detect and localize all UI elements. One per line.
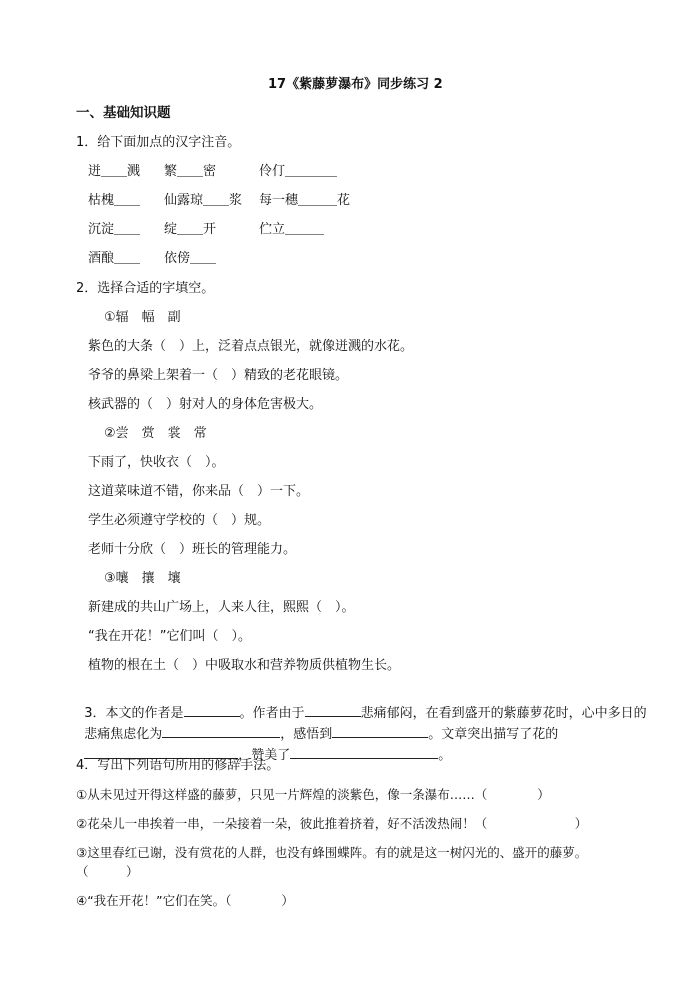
rhetoric-sentence: ②花朵儿一串挨着一串，一朵接着一朵，彼此推着挤着，好不活泼热闹！（ ） — [76, 816, 588, 831]
pinyin-item: 迸＿＿溅 — [88, 164, 141, 179]
fill-sentence: “我在开花！”它们叫（ ）。 — [88, 629, 251, 644]
pinyin-item: 绽＿＿开 — [164, 222, 217, 237]
pinyin-item: 伫立＿＿＿ — [259, 222, 325, 237]
pinyin-item: 繁＿＿密 — [164, 164, 217, 179]
page-title: 17《紫藤萝瀑布》同步练习 2 — [268, 77, 443, 92]
char-group-2: ②尝 赏 裳 常 — [104, 426, 207, 441]
fill-sentence: 爷爷的鼻梁上架着一（ ）精致的老花眼镜。 — [88, 368, 349, 383]
fill-sentence: 下雨了，快收衣（ ）。 — [88, 455, 225, 470]
pinyin-item: 酒酿＿＿ — [88, 251, 141, 266]
fill-sentence: 植物的根在土（ ）中吸取水和营养物质供植物生长。 — [88, 658, 401, 673]
answer-blank[interactable] — [290, 746, 438, 759]
pinyin-item: 每一穗＿＿＿花 — [259, 193, 351, 208]
q3-text: 。文章突出描写了花的 — [428, 727, 559, 742]
q3-text: 3．本文的作者是 — [84, 706, 184, 721]
q3-text: ，感悟到 — [280, 727, 333, 742]
fill-sentence: 学生必须遵守学校的（ ）规。 — [88, 513, 271, 528]
char-group-1: ①辐 幅 副 — [104, 310, 181, 325]
rhetoric-sentence: ①从未见过开得这样盛的藤萝，只见一片辉煌的淡紫色，像一条瀑布……（ ） — [76, 787, 550, 802]
char-group-3: ③嚷 攘 壤 — [104, 571, 181, 586]
pinyin-item: 枯槐＿＿ — [88, 193, 141, 208]
rhetoric-sentence: ④“我在开花！”它们在笑。（ ） — [76, 893, 294, 908]
question-4-stem: 4．写出下列语句所用的修辞手法。 — [76, 758, 280, 773]
q3-text: 。 — [438, 748, 452, 763]
pinyin-item: 伶仃＿＿＿＿ — [259, 164, 338, 179]
pinyin-item: 依傍＿＿ — [164, 251, 217, 266]
pinyin-item: 仙露琼＿＿浆 — [164, 193, 243, 208]
fill-sentence: 紫色的大条（ ）上，泛着点点银光，就像迸溅的水花。 — [88, 339, 414, 354]
q3-text: ，赞美了 — [238, 748, 291, 763]
fill-sentence: 这道菜味道不错，你来品（ ）一下。 — [88, 484, 310, 499]
q3-text: 悲痛郁闷，在看到盛开的紫藤萝花时，心中多日的 — [360, 706, 647, 721]
question-2-stem: 2．选择合适的字填空。 — [76, 281, 215, 296]
question-1-stem: 1．给下面加点的汉字注音。 — [76, 135, 241, 150]
pinyin-item: 沉淀＿＿ — [88, 222, 141, 237]
section-heading: 一、基础知识题 — [76, 105, 171, 121]
q3-text: 。作者由于 — [239, 706, 305, 721]
fill-sentence: 老师十分欣（ ）班长的管理能力。 — [88, 542, 297, 557]
fill-sentence: 核武器的（ ）射对人的身体危害极大。 — [88, 397, 323, 412]
rhetoric-sentence: （ ） — [76, 864, 139, 879]
rhetoric-sentence: ③这里春红已谢，没有赏花的人群，也没有蜂围蝶阵。有的就是这一树闪光的、盛开的藤萝。 — [76, 845, 588, 860]
fill-sentence: 新建成的共山广场上，人来人往，熙熙（ ）。 — [88, 600, 355, 615]
q3-text: 悲痛焦虑化为 — [84, 727, 163, 742]
